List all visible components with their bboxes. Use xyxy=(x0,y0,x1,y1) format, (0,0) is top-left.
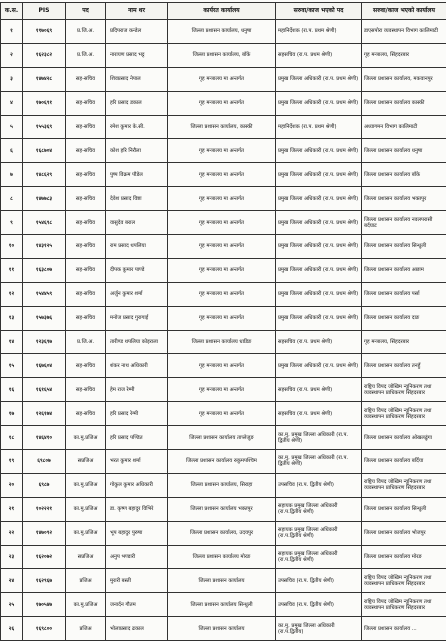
row-rank: सप्रजिअ xyxy=(66,450,106,474)
row-transfer-office: जिल्ला प्रशासन कार्यालय धनुषा xyxy=(362,139,446,163)
row-current-office: जिल्ला प्रशासन कार्यालय सिन्धुली xyxy=(168,593,276,617)
row-current-office: गृह मन्त्रालय मा अन्तर्गत xyxy=(168,211,276,235)
table-row xyxy=(1,426,446,450)
row-serial: २२ xyxy=(1,521,23,545)
row-rank: प्रजिअ xyxy=(66,569,106,593)
row-serial: १९ xyxy=(1,450,23,474)
row-current-office: गृह मन्त्रालय मा अन्तर्गत xyxy=(168,67,276,91)
row-current-office: जिल्ला प्रशासन कार्यालय, बाँके xyxy=(168,43,276,67)
row-name: राम प्रसाद थपलिया xyxy=(106,235,168,259)
row-name: दीपक कुमार पाण्डे xyxy=(106,258,168,282)
row-serial: १८ xyxy=(1,426,23,450)
row-name: नारायण प्रसाद भट्ट xyxy=(106,43,168,67)
row-serial: १५ xyxy=(1,354,23,378)
row-pis: १५४४५९ xyxy=(23,282,66,306)
row-serial: २५ xyxy=(1,593,23,617)
row-rank: का.मु.प्रजिअ xyxy=(66,473,106,497)
row-pis: १७०६९१ xyxy=(23,91,66,115)
table-header-row xyxy=(1,3,446,20)
row-transfer-office: गृह मन्त्रालय, सिंहदरबार xyxy=(362,43,446,67)
row-transfer-office: जिल्ला प्रशासन कार्यालय, मकवानपुर xyxy=(362,67,446,91)
row-rank: सह-सचिव xyxy=(66,306,106,330)
row-current-office: गृह मन्त्रालय मा अन्तर्गत xyxy=(168,91,276,115)
row-current-office: गृह मन्त्रालय मा अन्तर्गत xyxy=(168,258,276,282)
row-serial: ७ xyxy=(1,163,23,187)
row-rank: सह-सचिव xyxy=(66,91,106,115)
row-transfer-post: प्रमुख जिल्ला अधिकारी (रा.प. प्रथम श्रेणी) xyxy=(276,163,362,187)
row-name: रमेश कुमार के.सी. xyxy=(106,115,168,139)
table-row xyxy=(1,450,446,474)
row-transfer-office: गृह मन्त्रालय, सिंहदरबार xyxy=(362,330,446,354)
header-transfer-post: सरुवा/काज भएको पद xyxy=(276,3,362,20)
row-transfer-post: सहायक प्रमुख जिल्ला अधिकारी (रा.प.द्वितीय श्रेणी) xyxy=(276,497,362,521)
table-row xyxy=(1,593,446,617)
row-rank: का.मु.प्रजिअ xyxy=(66,593,106,617)
row-transfer-office: जिल्ला प्रशासन कार्यालय बाँके xyxy=(362,163,446,187)
table-row xyxy=(1,139,446,163)
row-transfer-post: प्रमुख जिल्ला अधिकारी (रा.प. प्रथम श्रेणी) xyxy=(276,91,362,115)
row-current-office: जिल्ला प्रशासन कार्यालय, सिराहा xyxy=(168,473,276,497)
row-transfer-office: जिल्ला प्रशासन कार्यालय बर्दिया xyxy=(362,450,446,474)
row-pis: १६२०७२ xyxy=(23,545,66,569)
header-transfer-office: सरुवा/काज भएको कार्यालय xyxy=(362,3,446,20)
table-row xyxy=(1,282,446,306)
header-pis: PIS xyxy=(23,3,66,20)
row-transfer-office: राष्ट्रिय विपद जोखिम न्यूनिकरण तथा व्यवस्थापन प्राधिकरण सिंहदरबार xyxy=(362,473,446,497)
row-serial: २ xyxy=(1,43,23,67)
row-serial: १७ xyxy=(1,402,23,426)
header-rank: पद xyxy=(66,3,106,20)
row-transfer-office: जिल्ला प्रशासन कार्यालय भोजपुर xyxy=(362,521,446,545)
row-name: हरि प्रसाद पण्डित xyxy=(106,426,168,450)
row-transfer-post: सहसचिव (रा.प. प्रथम श्रेणी) xyxy=(276,43,362,67)
row-pis: १४३१२५ xyxy=(23,235,66,259)
table-row xyxy=(1,115,446,139)
row-rank: सह-सचिव xyxy=(66,163,106,187)
row-current-office: जिल्ला प्रशासन कार्यालय मोरङ xyxy=(168,545,276,569)
header-serial: क.स. xyxy=(1,3,23,20)
row-current-office: जिल्ला प्रशासन कार्यालय, धनुषा xyxy=(168,20,276,44)
row-transfer-office: राष्ट्रिय विपद जोखिम न्यूनिकरण तथा व्यवस्थापन प्राधिकरण सिंहदरबार xyxy=(362,569,446,593)
transfer-table xyxy=(0,2,446,641)
row-name: देवेश प्रसाद विष्टा xyxy=(106,187,168,211)
row-transfer-office: राष्ट्रिय विपद जोखिम न्यूनिकरण तथा व्यवस्थापन प्राधिकरण सिंहदरबार xyxy=(362,378,446,402)
table-row xyxy=(1,402,446,426)
row-serial: ६ xyxy=(1,139,23,163)
row-serial: ९ xyxy=(1,211,23,235)
row-current-office: गृह मन्त्रालय मा अन्तर्गत xyxy=(168,402,276,426)
row-rank: प्र.जि.अ. xyxy=(66,330,106,354)
row-transfer-post: का.मु. प्रमुख जिल्ला अधिकारी (रा.प.द्वितीय) xyxy=(276,617,362,641)
row-transfer-post: का.मु. प्रमुख जिल्ला अधिकारी (रा.प. द्वितीय श्रेणी) xyxy=(276,450,362,474)
row-name: पुष्प विक्रम पौडेल xyxy=(106,163,168,187)
table-row xyxy=(1,330,446,354)
table-row xyxy=(1,569,446,593)
row-rank: का.मु.प्रजिअ xyxy=(66,426,106,450)
table-row xyxy=(1,187,446,211)
row-serial: ५ xyxy=(1,115,23,139)
row-transfer-post: प्रमुख जिल्ला अधिकारी (रा.प. प्रथम श्रेणी) xyxy=(276,67,362,91)
row-transfer-post: सहसचिव (रा.प. प्रथम श्रेणी) xyxy=(276,402,362,426)
row-name: डा. कृष्ण बहादुर विभिरे xyxy=(106,497,168,521)
row-current-office: जिल्ला प्रशासन कार्यालय धाडिङ xyxy=(168,330,276,354)
table-row xyxy=(1,497,446,521)
row-serial: २४ xyxy=(1,569,23,593)
row-current-office: गृह मन्त्रालय मा अन्तर्गत xyxy=(168,163,276,187)
row-transfer-office: जिल्ला प्रशासन कार्यालय कास्की xyxy=(362,91,446,115)
row-name: मुरारी बस्ती xyxy=(106,569,168,593)
row-transfer-post: उपसचिव (रा.प. द्वितीय श्रेणी) xyxy=(276,569,362,593)
row-serial: १६ xyxy=(1,378,23,402)
row-rank: प्र.जि.अ. xyxy=(66,20,106,44)
row-name: मनोज प्रसाद गुरागाई xyxy=(106,306,168,330)
row-transfer-post: प्रमुख जिल्ला अधिकारी (रा.प. प्रथम श्रेणी) xyxy=(276,354,362,378)
row-name: गोकुल कुमार अधिकारी xyxy=(106,473,168,497)
row-transfer-post: सहायक प्रमुख जिल्ला अधिकारी (रा.प.द्वितीय श्रेणी) xyxy=(276,521,362,545)
table-row xyxy=(1,163,446,187)
row-serial: १४ xyxy=(1,330,23,354)
header-name: नाम थर xyxy=(106,3,168,20)
table-row xyxy=(1,354,446,378)
row-transfer-post: प्रमुख जिल्ला अधिकारी (रा.प. प्रथम श्रेणी) xyxy=(276,139,362,163)
row-transfer-office: जिल्ला प्रशासन कार्यालय पर्सा xyxy=(362,282,446,306)
row-current-office: जिल्ला प्रशासन कार्यालय रुकुमपश्चिम xyxy=(168,450,276,474)
row-pis: १४७०९२ xyxy=(23,521,66,545)
table-row xyxy=(1,91,446,115)
row-current-office: जिल्ला प्रशासन कार्यालय, उदयपुर xyxy=(168,521,276,545)
row-pis: १४७७८३ xyxy=(23,187,66,211)
table-row xyxy=(1,378,446,402)
row-rank: का.मु.प्रजिअ xyxy=(66,521,106,545)
row-transfer-office: जिल्ला प्रशासन कार्यालय सिन्धुली xyxy=(362,497,446,521)
table-row xyxy=(1,43,446,67)
row-transfer-office: राष्ट्रिय विपद जोखिम न्यूनिकरण तथा व्यवस्थापन प्राधिकरण सिंहदरबार xyxy=(362,593,446,617)
row-pis: १०२२२१ xyxy=(23,497,66,521)
row-pis: १६९८०० xyxy=(23,617,66,641)
row-current-office: जिल्ला प्रशासन कार्यालय xyxy=(168,617,276,641)
row-transfer-post: प्रमुख जिल्ला अधिकारी (रा.प. प्रथम श्रेणी) xyxy=(276,187,362,211)
row-rank: सह-सचिव xyxy=(66,187,106,211)
row-pis: ६९८०७ xyxy=(23,450,66,474)
row-transfer-post: सहसचिव (रा.प. प्रथम श्रेणी) xyxy=(276,330,362,354)
row-serial: १० xyxy=(1,235,23,259)
row-pis: १५७३७६ xyxy=(23,306,66,330)
row-serial: ३ xyxy=(1,67,23,91)
row-transfer-post: महानिर्देशक (रा.प. प्रथम श्रेणी) xyxy=(276,115,362,139)
row-current-office: गृह मन्त्रालय मा अन्तर्गत xyxy=(168,187,276,211)
row-transfer-post: सहायक प्रमुख जिल्ला अधिकारी (रा.प.द्वितीय श्रेणी) xyxy=(276,545,362,569)
table-row xyxy=(1,20,446,44)
table-row xyxy=(1,258,446,282)
row-rank: सह-सचिव xyxy=(66,139,106,163)
row-rank: सह-सचिव xyxy=(66,354,106,378)
row-serial: १ xyxy=(1,20,23,44)
row-name: वासुदेव बराल xyxy=(106,211,168,235)
table-row xyxy=(1,211,446,235)
row-transfer-post: सहसचिव (रा.प. प्रथम श्रेणी) xyxy=(276,378,362,402)
row-rank: सप्रजिअ xyxy=(66,545,106,569)
row-pis: १२६१७४ xyxy=(23,402,66,426)
row-pis: १६२९६७ xyxy=(23,569,66,593)
row-pis: १४७४२८ xyxy=(23,67,66,91)
row-pis: ११७०६९ xyxy=(23,20,66,44)
row-serial: ४ xyxy=(1,91,23,115)
row-serial: २६ xyxy=(1,617,23,641)
row-transfer-post: उपसचिव (रा.प. द्वितीय श्रेणी) xyxy=(276,473,362,497)
row-serial: २० xyxy=(1,473,23,497)
row-name: अनुप भण्डारी xyxy=(106,545,168,569)
row-rank: प्र.जि.अ. xyxy=(66,43,106,67)
table-row xyxy=(1,473,446,497)
table-body xyxy=(1,20,446,641)
table-row xyxy=(1,235,446,259)
table-row xyxy=(1,306,446,330)
row-transfer-office: जिल्ला प्रशासन कार्यालय भक्तपुर xyxy=(362,187,446,211)
row-name: प्रदिपराज कन्डेल xyxy=(106,20,168,44)
row-transfer-post: का.मु. प्रमुख जिल्ला अधिकारी (रा.प. द्वितीय श्रेणी) xyxy=(276,426,362,450)
row-name: भूप बहादुर पुरुषा xyxy=(106,521,168,545)
row-name: भरत कुमार शर्मा xyxy=(106,450,168,474)
row-serial: ११ xyxy=(1,258,23,282)
row-transfer-office: राष्ट्रिय विपद जोखिम न्यूनिकरण तथा व्यवस्थापन प्राधिकरण सिंहदरबार xyxy=(362,402,446,426)
row-transfer-post: प्रमुख जिल्ला अधिकारी (रा.प. प्रथम श्रेणी) xyxy=(276,258,362,282)
row-pis: १५५३६९ xyxy=(23,115,66,139)
row-serial: २१ xyxy=(1,497,23,521)
row-name: जनार्दन गौतम xyxy=(106,593,168,617)
row-name: शंकर नाथ अधिकारी xyxy=(106,354,168,378)
row-name: भोलाप्रसाद ढकाल xyxy=(106,617,168,641)
row-transfer-office: जिल्ला प्रशासन कार्यालय नवलपरासी बर्दघाट xyxy=(362,211,446,235)
row-current-office: जिल्ला प्रशासन कार्यालय भक्तपुर xyxy=(168,497,276,521)
row-transfer-office: डाएसपोरा व्यवस्थापन विभाग कालिमाटी xyxy=(362,20,446,44)
row-transfer-office: जिल्ला प्रशासन कार्यालय ... xyxy=(362,617,446,641)
row-transfer-office: जिल्ला प्रशासन कार्यालय सिन्धुली xyxy=(362,235,446,259)
row-transfer-post: प्रमुख जिल्ला अधिकारी (रा.प. प्रथम श्रेणी) xyxy=(276,211,362,235)
table-row xyxy=(1,67,446,91)
row-rank: सह-सचिव xyxy=(66,211,106,235)
row-current-office: जिल्ला प्रशासन कार्यालय xyxy=(168,569,276,593)
table-row xyxy=(1,521,446,545)
row-transfer-office: जिल्ला प्रशासन कार्यालय दाङ xyxy=(362,306,446,330)
row-rank: प्रजिअ xyxy=(66,617,106,641)
row-transfer-office: जिल्ला प्रशासन कार्यालय मोरङ xyxy=(362,545,446,569)
row-serial: १३ xyxy=(1,306,23,330)
row-pis: १२३६९७ xyxy=(23,330,66,354)
row-pis: ६९८७ xyxy=(23,473,66,497)
row-serial: ८ xyxy=(1,187,23,211)
row-rank: सह-सचिव xyxy=(66,282,106,306)
row-transfer-post: प्रमुख जिल्ला अधिकारी (रा.प. प्रथम श्रेणी) xyxy=(276,306,362,330)
table-row xyxy=(1,545,446,569)
row-serial: १२ xyxy=(1,282,23,306)
row-name: हरि प्रसाद रेग्मी xyxy=(106,402,168,426)
row-rank: सह-सचिव xyxy=(66,402,106,426)
row-transfer-post: उपसचिव (रा.प. द्वितीय श्रेणी) xyxy=(276,593,362,617)
row-transfer-post: प्रमुख जिल्ला अधिकारी (रा.प. प्रथम श्रेणी) xyxy=(276,282,362,306)
row-current-office: गृह मन्त्रालय मा अन्तर्गत xyxy=(168,378,276,402)
row-name: हरि प्रसाद डकाल xyxy=(106,91,168,115)
row-pis: १४८६२९ xyxy=(23,163,66,187)
row-current-office: गृह मन्त्रालय मा अन्तर्गत xyxy=(168,235,276,259)
header-current-office: कार्यरत कार्यालय xyxy=(168,3,276,20)
row-rank: सह-सचिव xyxy=(66,235,106,259)
row-pis: १७०५४७ xyxy=(23,593,66,617)
row-serial: २३ xyxy=(1,545,23,569)
row-transfer-office: जिल्ला प्रशासन कार्यालय तनहुँ xyxy=(362,354,446,378)
row-current-office: गृह मन्त्रालय मा अन्तर्गत xyxy=(168,139,276,163)
row-pis: १६३८०७ xyxy=(23,258,66,282)
row-pis: १५४६९८ xyxy=(23,211,66,235)
row-rank: सह-सचिव xyxy=(66,115,106,139)
row-current-office: गृह मन्त्रालय मा अन्तर्गत xyxy=(168,354,276,378)
row-current-office: जिल्ला प्रशासन कार्यालय ताप्लेजुङ xyxy=(168,426,276,450)
row-name: तारीण्ड थपलिया कोइराला xyxy=(106,330,168,354)
row-rank: का.मु.प्रजिअ xyxy=(66,497,106,521)
row-transfer-office: अध्यागमन विभाग कालिमाटी xyxy=(362,115,446,139)
row-current-office: गृह मन्त्रालय मा अन्तर्गत xyxy=(168,306,276,330)
row-pis: १६८७०४ xyxy=(23,139,66,163)
table-row xyxy=(1,617,446,641)
row-rank: सह-सचिव xyxy=(66,378,106,402)
row-pis: १४६४१० xyxy=(23,426,66,450)
row-transfer-post: प्रमुख जिल्ला अधिकारी (रा.प. प्रथम श्रेणी) xyxy=(276,235,362,259)
row-name: हेम राज रेग्मी xyxy=(106,378,168,402)
row-current-office: जिल्ला प्रशासन कार्यालय, कास्की xyxy=(168,115,276,139)
row-name: कोश हरि निरौला xyxy=(106,139,168,163)
row-rank: सह-सचिव xyxy=(66,67,106,91)
row-current-office: गृह मन्त्रालय मा अन्तर्गत xyxy=(168,282,276,306)
row-name: शिवप्रसाद नेपाल xyxy=(106,67,168,91)
row-transfer-post: महानिर्देशक (रा.प. प्रथम श्रेणी) xyxy=(276,20,362,44)
row-pis: १६२३८२ xyxy=(23,43,66,67)
row-pis: १६१६५४ xyxy=(23,378,66,402)
row-rank: सह-सचिव xyxy=(66,258,106,282)
row-pis: १६७६०४ xyxy=(23,354,66,378)
row-transfer-office: जिल्ला प्रशासन कार्यालय अछाम xyxy=(362,258,446,282)
row-name: अर्जुन कुमार शर्मा xyxy=(106,282,168,306)
row-transfer-office: जिल्ला प्रशासन कार्यालय ओखलढुंगा xyxy=(362,426,446,450)
